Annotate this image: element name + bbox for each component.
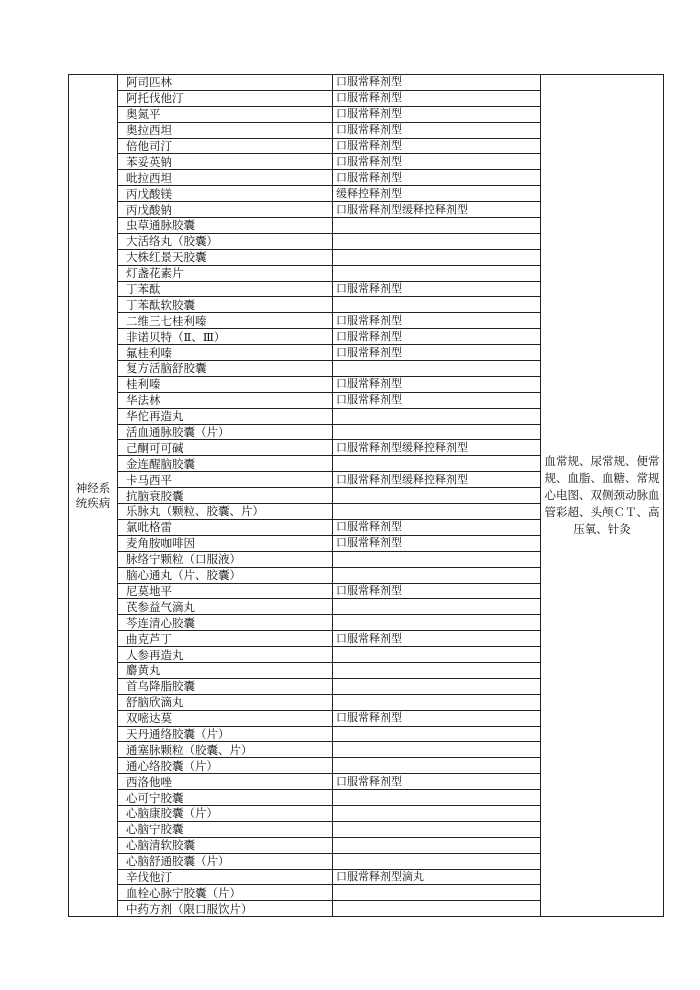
table-body — [69, 75, 664, 917]
drug-name-cell: 心脑宁胶囊 — [118, 821, 333, 837]
drug-name-cell: 通心络胶囊（片） — [118, 758, 333, 774]
dosage-form-cell — [333, 488, 541, 504]
dosage-form-cell: 口服常释剂型 — [333, 774, 541, 790]
dosage-form-cell — [333, 567, 541, 583]
drug-name-cell: 华佗再造丸 — [118, 408, 333, 424]
dosage-form-cell — [333, 265, 541, 281]
drug-name-cell: 虫草通脉胶囊 — [118, 218, 333, 234]
drug-name-cell: 血栓心脉宁胶囊（片） — [118, 885, 333, 901]
dosage-form-cell — [333, 551, 541, 567]
dosage-form-cell — [333, 805, 541, 821]
drug-name-cell: 金连醒脑胶囊 — [118, 456, 333, 472]
drug-name-cell: 舒脑欣滴丸 — [118, 694, 333, 710]
dosage-form-cell — [333, 456, 541, 472]
drug-name-cell: 通塞脉颗粒（胶囊、片） — [118, 742, 333, 758]
drug-name-cell: 中药方剂（限口服饮片） — [118, 901, 333, 917]
drug-name-cell: 辛伐他汀 — [118, 869, 333, 885]
dosage-form-cell: 口服常释剂型 — [333, 122, 541, 138]
dosage-form-cell — [333, 408, 541, 424]
dosage-form-cell — [333, 424, 541, 440]
table-row — [69, 75, 664, 91]
dosage-form-cell — [333, 837, 541, 853]
dosage-form-cell: 口服常释剂型 — [333, 345, 541, 361]
drug-name-cell: 尼莫地平 — [118, 583, 333, 599]
drug-name-cell: 大株红景天胶囊 — [118, 249, 333, 265]
dosage-form-cell: 口服常释剂型 — [333, 710, 541, 726]
dosage-form-cell — [333, 678, 541, 694]
drug-name-cell: 心脑康胶囊（片） — [118, 805, 333, 821]
drug-name-cell: 人参再造丸 — [118, 647, 333, 663]
drug-name-cell: 脑心通丸（片、胶囊） — [118, 567, 333, 583]
dosage-form-cell: 口服常释剂型 — [333, 583, 541, 599]
drug-name-cell: 氟桂利嗪 — [118, 345, 333, 361]
drug-name-cell: 倍他司汀 — [118, 138, 333, 154]
dosage-form-cell — [333, 297, 541, 313]
drug-name-cell: 奥拉西坦 — [118, 122, 333, 138]
drug-name-cell: 氯吡格雷 — [118, 519, 333, 535]
dosage-form-cell — [333, 218, 541, 234]
drug-name-cell: 卡马西平 — [118, 472, 333, 488]
dosage-form-cell — [333, 790, 541, 806]
dosage-form-cell: 口服常释剂型缓释控释剂型 — [333, 472, 541, 488]
drug-name-cell: 乐脉丸（颗粒、胶囊、片） — [118, 504, 333, 520]
drug-name-cell: 丙戊酸镁 — [118, 186, 333, 202]
drug-table — [68, 74, 664, 917]
drug-name-cell: 丙戊酸钠 — [118, 202, 333, 218]
drug-name-cell: 西洛他唑 — [118, 774, 333, 790]
dosage-form-cell: 口服常释剂型 — [333, 138, 541, 154]
drug-name-cell: 抗脑衰胶囊 — [118, 488, 333, 504]
dosage-form-cell — [333, 694, 541, 710]
dosage-form-cell: 口服常释剂型 — [333, 535, 541, 551]
drug-name-cell: 脉络宁颗粒（口服液） — [118, 551, 333, 567]
drug-name-cell: 华法林 — [118, 392, 333, 408]
drug-name-cell: 首乌降脂胶囊 — [118, 678, 333, 694]
dosage-form-cell: 口服常释剂型 — [333, 376, 541, 392]
dosage-form-cell — [333, 821, 541, 837]
dosage-form-cell — [333, 361, 541, 377]
dosage-form-cell — [333, 662, 541, 678]
dosage-form-cell — [333, 885, 541, 901]
dosage-form-cell: 口服常释剂型 — [333, 75, 541, 91]
drug-name-cell: 曲克芦丁 — [118, 631, 333, 647]
disease-category-cell: 神经系统疾病 — [69, 75, 118, 917]
drug-name-cell: 二维三七桂利嗪 — [118, 313, 333, 329]
drug-name-cell: 丁苯酞 — [118, 281, 333, 297]
dosage-form-cell — [333, 758, 541, 774]
dosage-form-cell: 口服常释剂型 — [333, 170, 541, 186]
dosage-form-cell — [333, 901, 541, 917]
dosage-form-cell — [333, 853, 541, 869]
drug-name-cell: 麦角胺咖啡因 — [118, 535, 333, 551]
drug-name-cell: 丁苯酞软胶囊 — [118, 297, 333, 313]
dosage-form-cell — [333, 233, 541, 249]
dosage-form-cell: 口服常释剂型滴丸 — [333, 869, 541, 885]
dosage-form-cell — [333, 742, 541, 758]
drug-name-cell: 灯盏花素片 — [118, 265, 333, 281]
drug-name-cell: 活血通脉胶囊（片） — [118, 424, 333, 440]
dosage-form-cell — [333, 599, 541, 615]
drug-name-cell: 吡拉西坦 — [118, 170, 333, 186]
drug-name-cell: 麝黄丸 — [118, 662, 333, 678]
dosage-form-cell: 口服常释剂型 — [333, 631, 541, 647]
drug-name-cell: 奥氮平 — [118, 106, 333, 122]
dosage-form-cell: 口服常释剂型 — [333, 106, 541, 122]
dosage-form-cell: 口服常释剂型 — [333, 154, 541, 170]
dosage-form-cell — [333, 249, 541, 265]
drug-name-cell: 天丹通络胶囊（片） — [118, 726, 333, 742]
dosage-form-cell: 口服常释剂型 — [333, 519, 541, 535]
dosage-form-cell — [333, 615, 541, 631]
drug-name-cell: 双嘧达莫 — [118, 710, 333, 726]
dosage-form-cell — [333, 726, 541, 742]
drug-name-cell: 心脑舒通胶囊（片） — [118, 853, 333, 869]
drug-name-cell: 苯妥英钠 — [118, 154, 333, 170]
drug-name-cell: 心可宁胶囊 — [118, 790, 333, 806]
dosage-form-cell: 口服常释剂型 — [333, 90, 541, 106]
examination-items-cell: 血常规、尿常规、便常规、血脂、血糖、常规心电图、双侧颈动脉血管彩超、头颅ＣＴ、高压氧、针灸 — [541, 75, 664, 917]
drug-name-cell: 复方活脑舒胶囊 — [118, 361, 333, 377]
drug-name-cell: 心脑清软胶囊 — [118, 837, 333, 853]
dosage-form-cell — [333, 647, 541, 663]
drug-name-cell: 桂利嗪 — [118, 376, 333, 392]
drug-name-cell: 阿托伐他汀 — [118, 90, 333, 106]
dosage-form-cell — [333, 504, 541, 520]
dosage-form-cell: 缓释控释剂型 — [333, 186, 541, 202]
dosage-form-cell: 口服常释剂型 — [333, 392, 541, 408]
dosage-form-cell: 口服常释剂型缓释控释剂型 — [333, 202, 541, 218]
drug-name-cell: 芩连清心胶囊 — [118, 615, 333, 631]
drug-name-cell: 非诺贝特（Ⅱ、Ⅲ） — [118, 329, 333, 345]
drug-name-cell: 阿司匹林 — [118, 75, 333, 91]
dosage-form-cell: 口服常释剂型缓释控释剂型 — [333, 440, 541, 456]
dosage-form-cell: 口服常释剂型 — [333, 313, 541, 329]
drug-name-cell: 大活络丸（胶囊） — [118, 233, 333, 249]
drug-name-cell: 芪参益气滴丸 — [118, 599, 333, 615]
drug-name-cell: 己酮可可碱 — [118, 440, 333, 456]
dosage-form-cell: 口服常释剂型 — [333, 281, 541, 297]
dosage-form-cell: 口服常释剂型 — [333, 329, 541, 345]
